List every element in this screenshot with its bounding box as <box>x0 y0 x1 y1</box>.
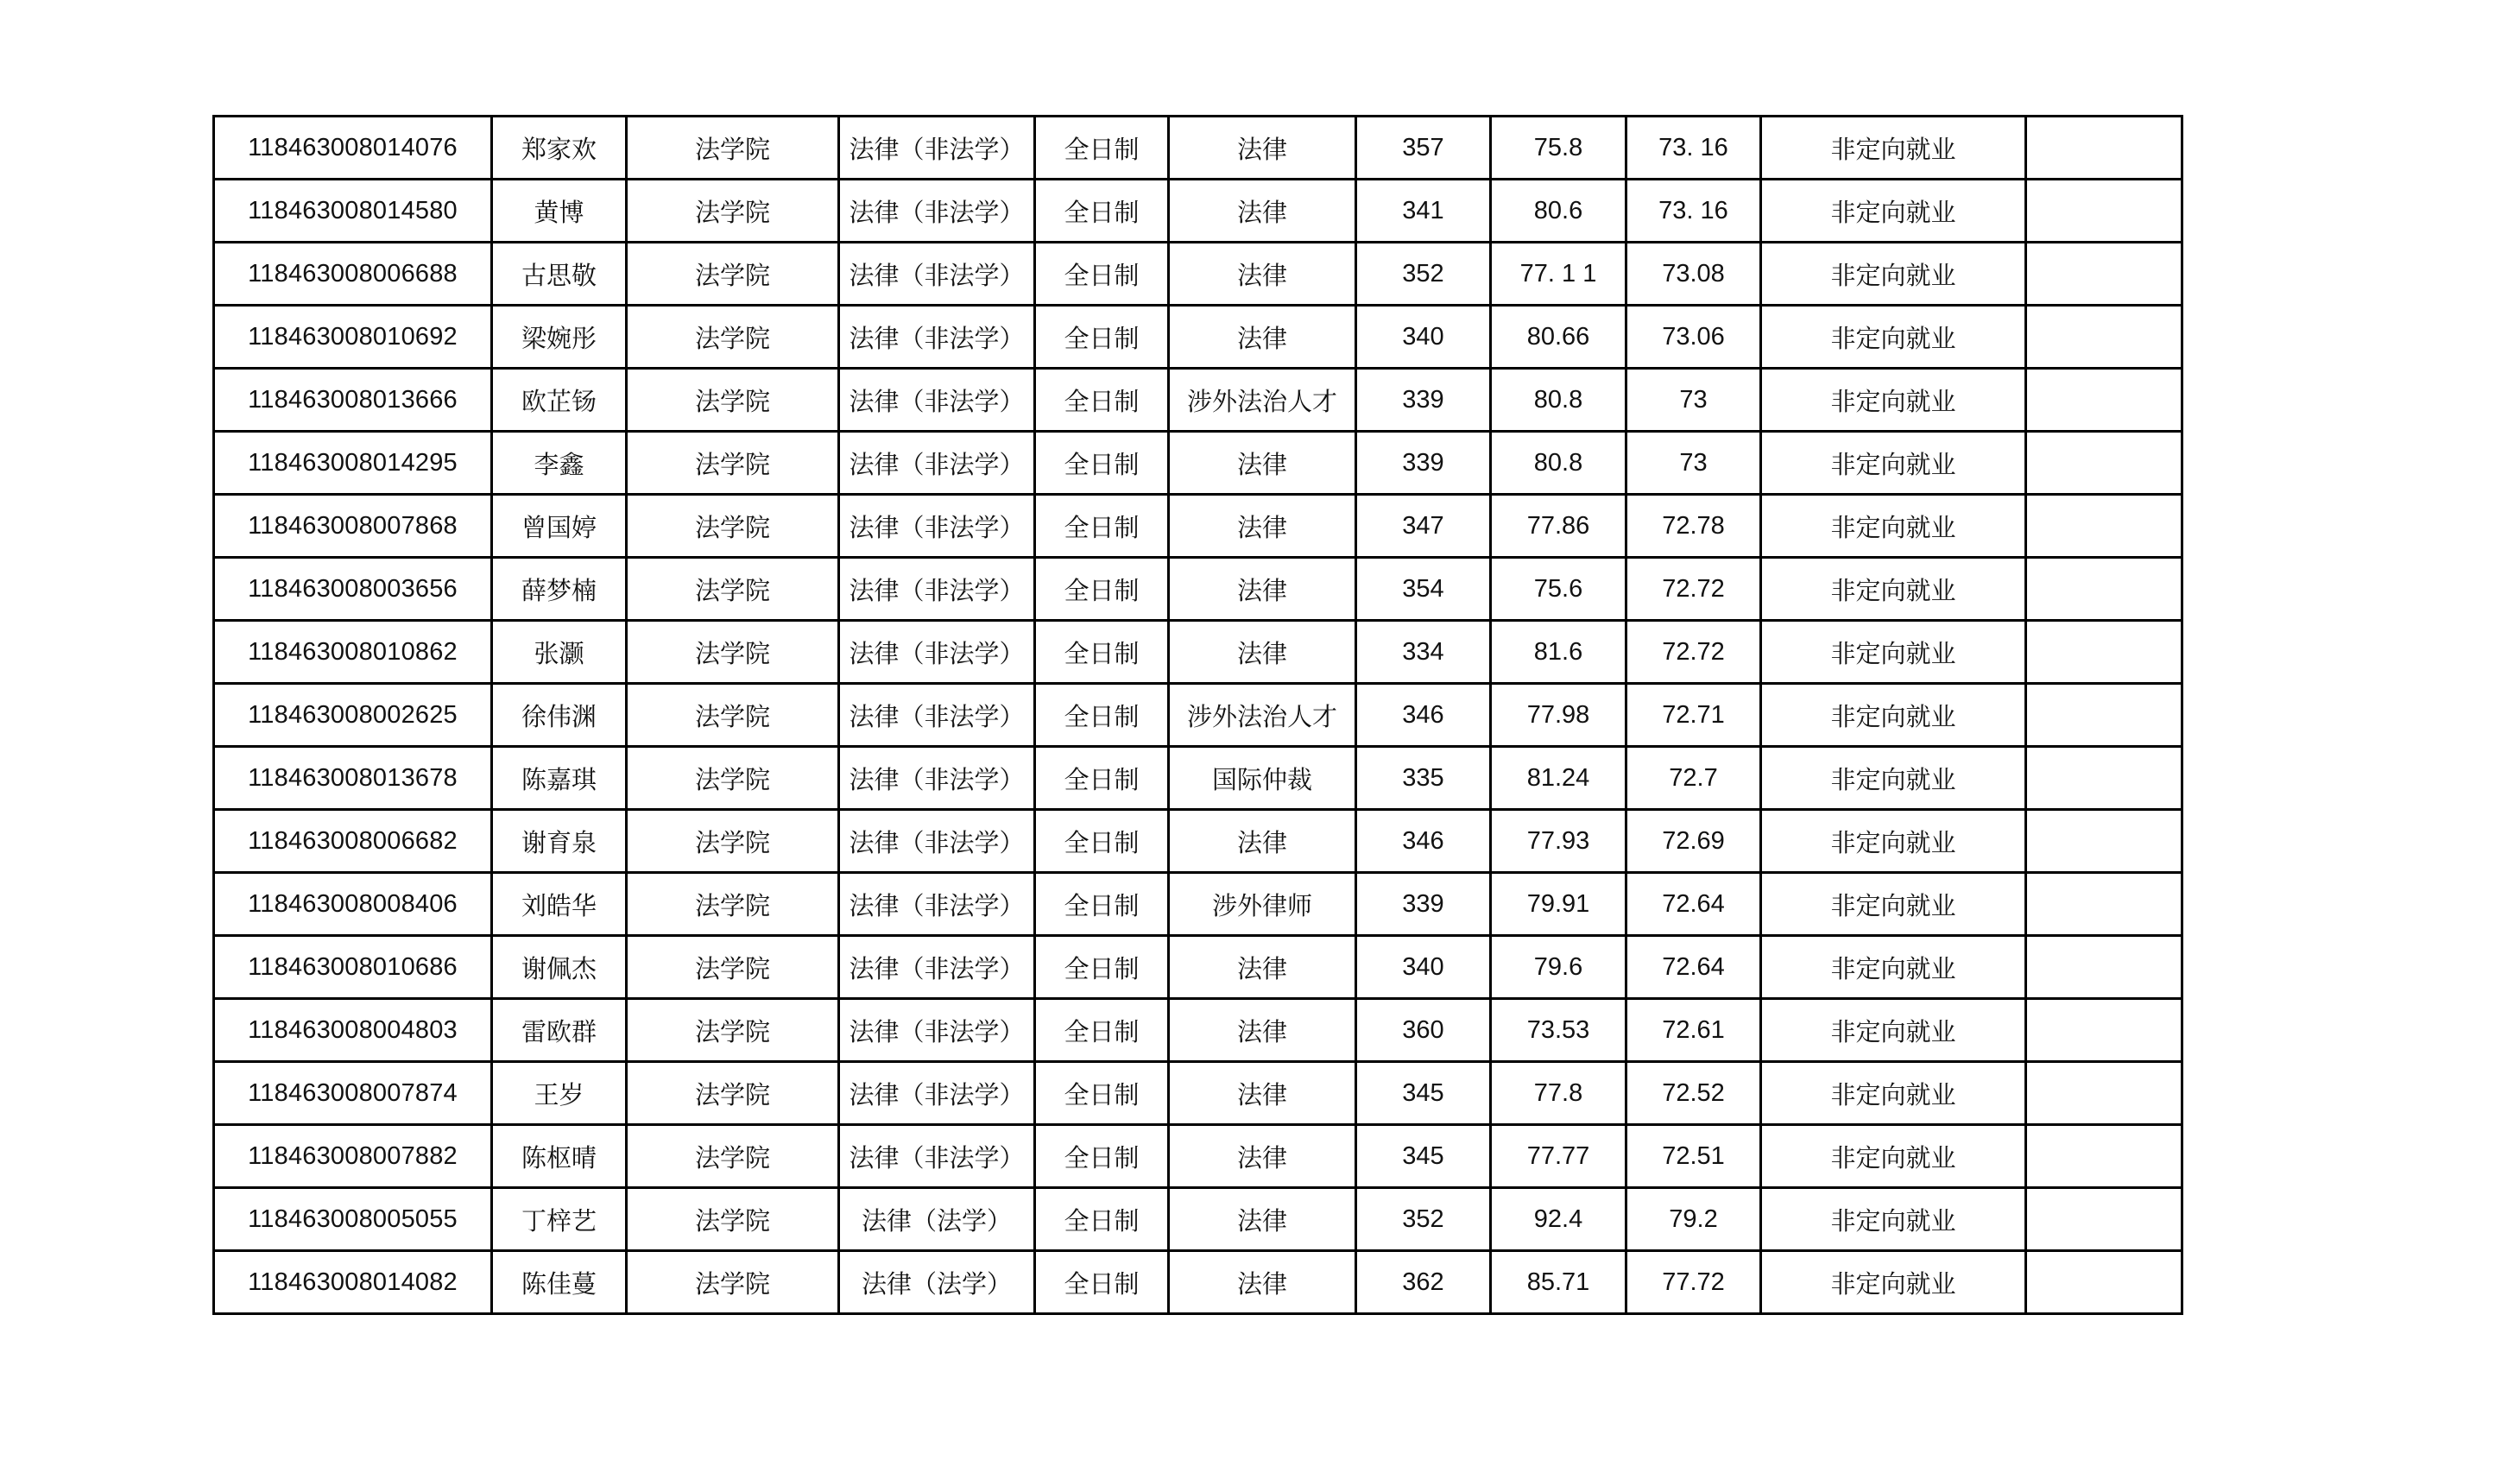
study-mode-cell: 全日制 <box>1035 873 1169 936</box>
college-cell: 法学院 <box>627 810 839 873</box>
remark-cell <box>2026 936 2182 999</box>
candidate-id-cell: 118463008007874 <box>214 1062 492 1125</box>
enrollment-type-cell: 非定向就业 <box>1761 1188 2026 1251</box>
direction-cell: 法律 <box>1169 999 1356 1062</box>
enrollment-type-cell: 非定向就业 <box>1761 1062 2026 1125</box>
name-cell: 曾国婷 <box>492 495 627 558</box>
name-cell: 李鑫 <box>492 432 627 495</box>
total-score-cell: 72.51 <box>1626 1125 1761 1188</box>
direction-cell: 法律 <box>1169 621 1356 684</box>
table-row <box>214 1188 2182 1251</box>
retest-score-cell: 77.77 <box>1491 1125 1626 1188</box>
initial-score-cell: 335 <box>1356 747 1491 810</box>
retest-score-cell: 77.98 <box>1491 684 1626 747</box>
retest-score-cell: 77.8 <box>1491 1062 1626 1125</box>
direction-cell: 法律 <box>1169 495 1356 558</box>
college-cell: 法学院 <box>627 873 839 936</box>
candidate-id-cell: 118463008003656 <box>214 558 492 621</box>
major-cell: 法律（法学） <box>839 1188 1035 1251</box>
name-cell: 丁梓艺 <box>492 1188 627 1251</box>
remark-cell <box>2026 1125 2182 1188</box>
direction-cell: 法律 <box>1169 810 1356 873</box>
college-cell: 法学院 <box>627 117 839 180</box>
total-score-cell: 72.64 <box>1626 936 1761 999</box>
major-cell: 法律（法学） <box>839 1251 1035 1314</box>
table-row <box>214 306 2182 369</box>
major-cell: 法律（非法学） <box>839 180 1035 243</box>
direction-cell: 法律 <box>1169 1251 1356 1314</box>
initial-score-cell: 339 <box>1356 873 1491 936</box>
remark-cell <box>2026 180 2182 243</box>
table-row <box>214 495 2182 558</box>
remark-cell <box>2026 495 2182 558</box>
college-cell: 法学院 <box>627 306 839 369</box>
study-mode-cell: 全日制 <box>1035 243 1169 306</box>
total-score-cell: 73 <box>1626 432 1761 495</box>
remark-cell <box>2026 306 2182 369</box>
college-cell: 法学院 <box>627 243 839 306</box>
total-score-cell: 72.64 <box>1626 873 1761 936</box>
initial-score-cell: 347 <box>1356 495 1491 558</box>
name-cell: 欧芷钖 <box>492 369 627 432</box>
direction-cell: 国际仲裁 <box>1169 747 1356 810</box>
remark-cell <box>2026 243 2182 306</box>
enrollment-type-cell: 非定向就业 <box>1761 306 2026 369</box>
remark-cell <box>2026 432 2182 495</box>
name-cell: 谢育泉 <box>492 810 627 873</box>
total-score-cell: 72.61 <box>1626 999 1761 1062</box>
direction-cell: 法律 <box>1169 432 1356 495</box>
initial-score-cell: 354 <box>1356 558 1491 621</box>
total-score-cell: 72.7 <box>1626 747 1761 810</box>
remark-cell <box>2026 558 2182 621</box>
major-cell: 法律（非法学） <box>839 684 1035 747</box>
total-score-cell: 72.78 <box>1626 495 1761 558</box>
name-cell: 黄博 <box>492 180 627 243</box>
college-cell: 法学院 <box>627 999 839 1062</box>
college-cell: 法学院 <box>627 432 839 495</box>
direction-cell: 法律 <box>1169 1188 1356 1251</box>
candidate-id-cell: 118463008010692 <box>214 306 492 369</box>
retest-score-cell: 85.71 <box>1491 1251 1626 1314</box>
total-score-cell: 73. 16 <box>1626 117 1761 180</box>
remark-cell <box>2026 810 2182 873</box>
initial-score-cell: 334 <box>1356 621 1491 684</box>
study-mode-cell: 全日制 <box>1035 936 1169 999</box>
table-row <box>214 1125 2182 1188</box>
retest-score-cell: 81.24 <box>1491 747 1626 810</box>
study-mode-cell: 全日制 <box>1035 432 1169 495</box>
retest-score-cell: 79.91 <box>1491 873 1626 936</box>
remark-cell <box>2026 1062 2182 1125</box>
enrollment-type-cell: 非定向就业 <box>1761 747 2026 810</box>
retest-score-cell: 75.8 <box>1491 117 1626 180</box>
remark-cell <box>2026 684 2182 747</box>
table-row <box>214 369 2182 432</box>
candidate-id-cell: 118463008010686 <box>214 936 492 999</box>
candidate-id-cell: 118463008004803 <box>214 999 492 1062</box>
study-mode-cell: 全日制 <box>1035 1125 1169 1188</box>
name-cell: 陈佳蔓 <box>492 1251 627 1314</box>
total-score-cell: 73.06 <box>1626 306 1761 369</box>
name-cell: 雷欧群 <box>492 999 627 1062</box>
initial-score-cell: 340 <box>1356 936 1491 999</box>
table-row <box>214 873 2182 936</box>
table-row <box>214 999 2182 1062</box>
candidate-id-cell: 118463008007868 <box>214 495 492 558</box>
candidate-id-cell: 118463008008406 <box>214 873 492 936</box>
retest-score-cell: 75.6 <box>1491 558 1626 621</box>
direction-cell: 法律 <box>1169 306 1356 369</box>
enrollment-type-cell: 非定向就业 <box>1761 495 2026 558</box>
direction-cell: 涉外法治人才 <box>1169 369 1356 432</box>
study-mode-cell: 全日制 <box>1035 495 1169 558</box>
college-cell: 法学院 <box>627 1188 839 1251</box>
college-cell: 法学院 <box>627 1125 839 1188</box>
table-row <box>214 117 2182 180</box>
retest-score-cell: 81.6 <box>1491 621 1626 684</box>
name-cell: 郑家欢 <box>492 117 627 180</box>
study-mode-cell: 全日制 <box>1035 747 1169 810</box>
table-row <box>214 747 2182 810</box>
college-cell: 法学院 <box>627 936 839 999</box>
initial-score-cell: 360 <box>1356 999 1491 1062</box>
remark-cell <box>2026 117 2182 180</box>
enrollment-type-cell: 非定向就业 <box>1761 936 2026 999</box>
retest-score-cell: 80.8 <box>1491 432 1626 495</box>
direction-cell: 法律 <box>1169 117 1356 180</box>
table-row <box>214 684 2182 747</box>
total-score-cell: 77.72 <box>1626 1251 1761 1314</box>
major-cell: 法律（非法学） <box>839 495 1035 558</box>
college-cell: 法学院 <box>627 369 839 432</box>
direction-cell: 法律 <box>1169 936 1356 999</box>
study-mode-cell: 全日制 <box>1035 369 1169 432</box>
name-cell: 古思敬 <box>492 243 627 306</box>
candidate-id-cell: 118463008006682 <box>214 810 492 873</box>
name-cell: 薛梦楠 <box>492 558 627 621</box>
remark-cell <box>2026 999 2182 1062</box>
remark-cell <box>2026 1188 2182 1251</box>
enrollment-type-cell: 非定向就业 <box>1761 432 2026 495</box>
direction-cell: 涉外律师 <box>1169 873 1356 936</box>
enrollment-type-cell: 非定向就业 <box>1761 1251 2026 1314</box>
name-cell: 徐伟渊 <box>492 684 627 747</box>
initial-score-cell: 341 <box>1356 180 1491 243</box>
study-mode-cell: 全日制 <box>1035 621 1169 684</box>
name-cell: 王岁 <box>492 1062 627 1125</box>
name-cell: 陈枢晴 <box>492 1125 627 1188</box>
candidate-id-cell: 118463008014580 <box>214 180 492 243</box>
study-mode-cell: 全日制 <box>1035 1251 1169 1314</box>
study-mode-cell: 全日制 <box>1035 306 1169 369</box>
total-score-cell: 73 <box>1626 369 1761 432</box>
direction-cell: 涉外法治人才 <box>1169 684 1356 747</box>
major-cell: 法律（非法学） <box>839 999 1035 1062</box>
enrollment-type-cell: 非定向就业 <box>1761 999 2026 1062</box>
remark-cell <box>2026 873 2182 936</box>
college-cell: 法学院 <box>627 621 839 684</box>
major-cell: 法律（非法学） <box>839 243 1035 306</box>
college-cell: 法学院 <box>627 684 839 747</box>
retest-score-cell: 73.53 <box>1491 999 1626 1062</box>
major-cell: 法律（非法学） <box>839 1062 1035 1125</box>
candidate-id-cell: 118463008014076 <box>214 117 492 180</box>
enrollment-type-cell: 非定向就业 <box>1761 1125 2026 1188</box>
candidate-id-cell: 118463008013666 <box>214 369 492 432</box>
total-score-cell: 72.71 <box>1626 684 1761 747</box>
initial-score-cell: 339 <box>1356 432 1491 495</box>
direction-cell: 法律 <box>1169 558 1356 621</box>
total-score-cell: 73. 16 <box>1626 180 1761 243</box>
initial-score-cell: 345 <box>1356 1062 1491 1125</box>
college-cell: 法学院 <box>627 1251 839 1314</box>
candidate-id-cell: 118463008014295 <box>214 432 492 495</box>
college-cell: 法学院 <box>627 747 839 810</box>
table-row <box>214 1251 2182 1314</box>
retest-score-cell: 77.86 <box>1491 495 1626 558</box>
name-cell: 谢佩杰 <box>492 936 627 999</box>
candidate-id-cell: 118463008013678 <box>214 747 492 810</box>
enrollment-type-cell: 非定向就业 <box>1761 873 2026 936</box>
study-mode-cell: 全日制 <box>1035 1062 1169 1125</box>
major-cell: 法律（非法学） <box>839 558 1035 621</box>
major-cell: 法律（非法学） <box>839 1125 1035 1188</box>
table-row <box>214 1062 2182 1125</box>
name-cell: 梁婉彤 <box>492 306 627 369</box>
candidate-id-cell: 118463008005055 <box>214 1188 492 1251</box>
retest-score-cell: 92.4 <box>1491 1188 1626 1251</box>
study-mode-cell: 全日制 <box>1035 684 1169 747</box>
study-mode-cell: 全日制 <box>1035 117 1169 180</box>
major-cell: 法律（非法学） <box>839 873 1035 936</box>
enrollment-type-cell: 非定向就业 <box>1761 117 2026 180</box>
study-mode-cell: 全日制 <box>1035 180 1169 243</box>
candidate-id-cell: 118463008002625 <box>214 684 492 747</box>
study-mode-cell: 全日制 <box>1035 1188 1169 1251</box>
direction-cell: 法律 <box>1169 243 1356 306</box>
initial-score-cell: 345 <box>1356 1125 1491 1188</box>
candidate-id-cell: 118463008010862 <box>214 621 492 684</box>
table-row <box>214 243 2182 306</box>
retest-score-cell: 80.8 <box>1491 369 1626 432</box>
initial-score-cell: 352 <box>1356 1188 1491 1251</box>
major-cell: 法律（非法学） <box>839 810 1035 873</box>
initial-score-cell: 346 <box>1356 684 1491 747</box>
name-cell: 陈嘉琪 <box>492 747 627 810</box>
table-row <box>214 621 2182 684</box>
enrollment-type-cell: 非定向就业 <box>1761 558 2026 621</box>
candidate-id-cell: 118463008014082 <box>214 1251 492 1314</box>
table-row <box>214 558 2182 621</box>
admission-table <box>212 115 2183 1315</box>
major-cell: 法律（非法学） <box>839 117 1035 180</box>
total-score-cell: 73.08 <box>1626 243 1761 306</box>
initial-score-cell: 362 <box>1356 1251 1491 1314</box>
retest-score-cell: 80.66 <box>1491 306 1626 369</box>
retest-score-cell: 77.93 <box>1491 810 1626 873</box>
remark-cell <box>2026 369 2182 432</box>
table-row <box>214 810 2182 873</box>
table-row <box>214 180 2182 243</box>
initial-score-cell: 357 <box>1356 117 1491 180</box>
name-cell: 张灏 <box>492 621 627 684</box>
retest-score-cell: 80.6 <box>1491 180 1626 243</box>
major-cell: 法律（非法学） <box>839 306 1035 369</box>
total-score-cell: 72.72 <box>1626 621 1761 684</box>
initial-score-cell: 352 <box>1356 243 1491 306</box>
enrollment-type-cell: 非定向就业 <box>1761 810 2026 873</box>
college-cell: 法学院 <box>627 495 839 558</box>
table-row <box>214 432 2182 495</box>
study-mode-cell: 全日制 <box>1035 810 1169 873</box>
total-score-cell: 72.72 <box>1626 558 1761 621</box>
college-cell: 法学院 <box>627 558 839 621</box>
initial-score-cell: 340 <box>1356 306 1491 369</box>
direction-cell: 法律 <box>1169 1062 1356 1125</box>
total-score-cell: 79.2 <box>1626 1188 1761 1251</box>
name-cell: 刘皓华 <box>492 873 627 936</box>
retest-score-cell: 79.6 <box>1491 936 1626 999</box>
major-cell: 法律（非法学） <box>839 747 1035 810</box>
remark-cell <box>2026 747 2182 810</box>
major-cell: 法律（非法学） <box>839 369 1035 432</box>
college-cell: 法学院 <box>627 1062 839 1125</box>
retest-score-cell: 77. 1 1 <box>1491 243 1626 306</box>
college-cell: 法学院 <box>627 180 839 243</box>
initial-score-cell: 346 <box>1356 810 1491 873</box>
remark-cell <box>2026 621 2182 684</box>
study-mode-cell: 全日制 <box>1035 558 1169 621</box>
enrollment-type-cell: 非定向就业 <box>1761 684 2026 747</box>
enrollment-type-cell: 非定向就业 <box>1761 180 2026 243</box>
direction-cell: 法律 <box>1169 180 1356 243</box>
enrollment-type-cell: 非定向就业 <box>1761 621 2026 684</box>
enrollment-type-cell: 非定向就业 <box>1761 243 2026 306</box>
direction-cell: 法律 <box>1169 1125 1356 1188</box>
initial-score-cell: 339 <box>1356 369 1491 432</box>
total-score-cell: 72.52 <box>1626 1062 1761 1125</box>
table-body <box>214 117 2182 1314</box>
major-cell: 法律（非法学） <box>839 432 1035 495</box>
major-cell: 法律（非法学） <box>839 936 1035 999</box>
candidate-id-cell: 118463008007882 <box>214 1125 492 1188</box>
study-mode-cell: 全日制 <box>1035 999 1169 1062</box>
major-cell: 法律（非法学） <box>839 621 1035 684</box>
enrollment-type-cell: 非定向就业 <box>1761 369 2026 432</box>
remark-cell <box>2026 1251 2182 1314</box>
total-score-cell: 72.69 <box>1626 810 1761 873</box>
table-row <box>214 936 2182 999</box>
candidate-id-cell: 118463008006688 <box>214 243 492 306</box>
